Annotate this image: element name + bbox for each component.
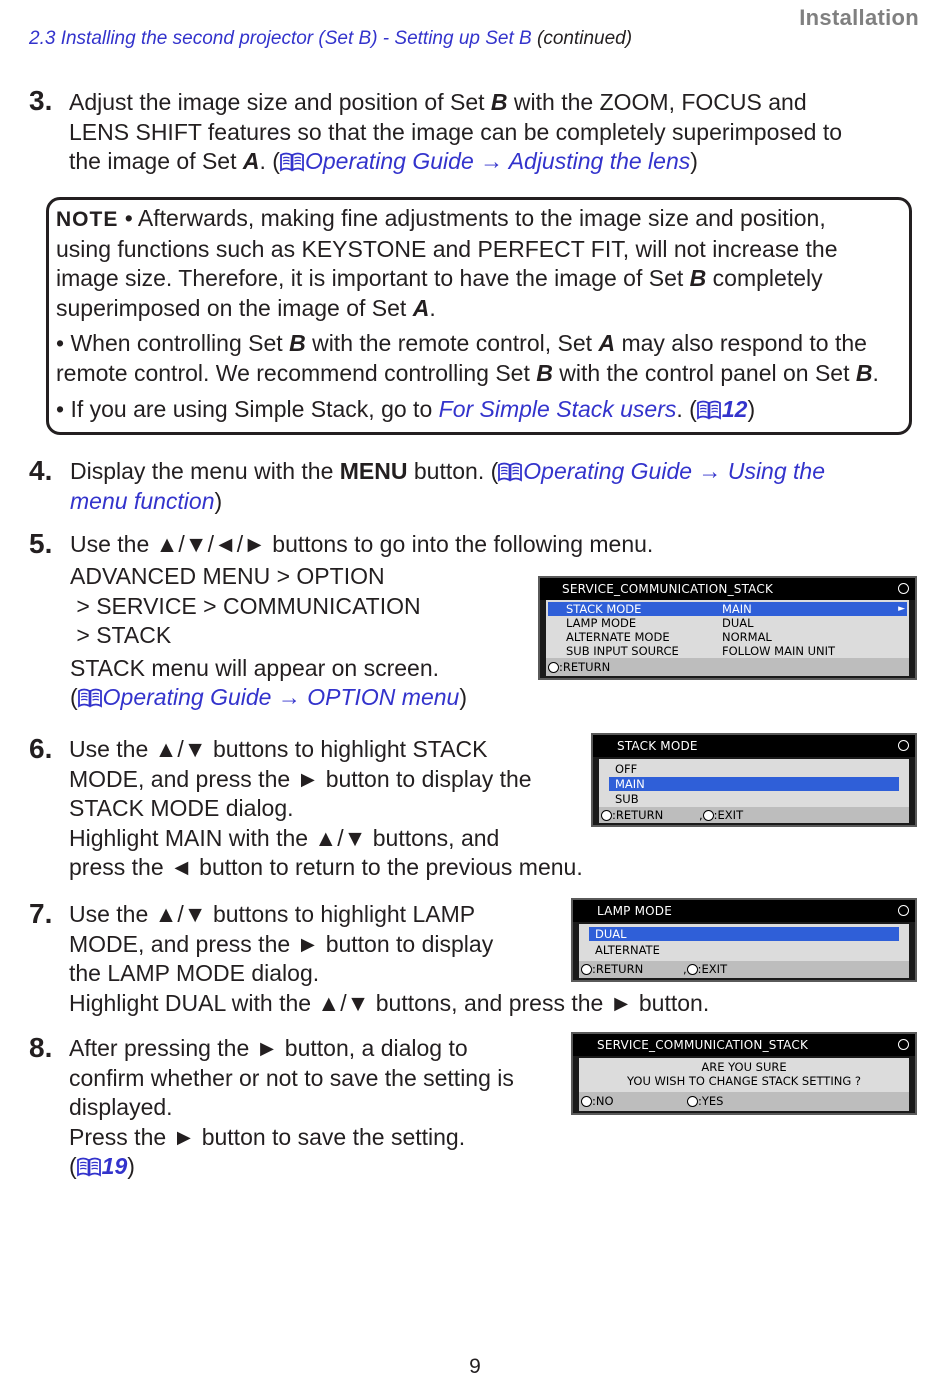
text-span: image size. Therefore, it is important to have the image of Set: [56, 265, 690, 292]
book-icon: [697, 400, 721, 420]
row-value: MAIN: [722, 602, 752, 616]
menu-row-stack-mode[interactable]: [548, 602, 907, 616]
option-dual[interactable]: [589, 927, 899, 941]
simple-stack-link[interactable]: For Simple Stack users: [438, 395, 677, 422]
menu-row-sub-input-source[interactable]: [548, 644, 907, 658]
step-number-6: 6.: [29, 733, 53, 764]
text-span: . (: [676, 395, 697, 422]
osd-title-bar: [540, 578, 915, 600]
page-ref-link[interactable]: 12: [721, 395, 748, 422]
text-span: .: [872, 359, 879, 386]
book-icon: [498, 462, 522, 482]
osd-title-bar: [573, 1034, 915, 1056]
set-a-label: A: [412, 294, 430, 321]
book-icon: [78, 688, 102, 708]
text-span: .: [429, 294, 436, 321]
return-label: :RETURN: [592, 962, 644, 976]
exit-icon[interactable]: [898, 583, 909, 594]
set-a-label: A: [242, 148, 260, 175]
left-arrow-icon: [581, 1096, 592, 1107]
text-span: the image of Set: [69, 148, 243, 175]
text-line: Use the ▲/▼ buttons to highlight STACK: [69, 736, 488, 762]
step-number-7: 7.: [29, 898, 53, 929]
osd-stack-menu: [538, 576, 917, 680]
osd-confirm-dialog: [571, 1032, 917, 1115]
section-title: 2.3 Installing the second projector (Set B) - Setting up Set B: [29, 28, 532, 49]
text-line: LENS SHIFT features so that the image can be completely superimposed to: [69, 118, 843, 145]
text-line: Use the ▲/▼ buttons to highlight LAMP: [69, 901, 476, 927]
text-line: displayed.: [69, 1094, 173, 1121]
menu-path-line: > SERVICE > COMMUNICATION: [70, 592, 421, 619]
osd-footer: [579, 1092, 909, 1111]
exit-label: :EXIT: [713, 808, 744, 822]
menu-path-line: ADVANCED MENU > OPTION: [70, 563, 385, 589]
osd-stack-mode-dialog: [591, 733, 917, 827]
row-value: FOLLOW MAIN UNIT: [722, 644, 836, 658]
text-line: Highlight MAIN with the ▲/▼ buttons, and: [69, 824, 500, 851]
osd-title-bar: [573, 900, 915, 922]
text-span: ): [127, 1153, 135, 1180]
text-line: press the ◄ button to return to the previous menu.: [69, 854, 583, 881]
option-label: ALTERNATE: [595, 943, 660, 957]
step-number-8: 8.: [29, 1032, 53, 1063]
osd-menu-body: [546, 600, 909, 658]
step-4-text: [70, 457, 930, 516]
option-off[interactable]: [609, 762, 899, 776]
text-span: button. (: [407, 458, 499, 484]
book-icon: [77, 1157, 101, 1177]
set-a-label: A: [598, 330, 616, 357]
text-span: ): [459, 684, 468, 711]
text-line: Press the ► button to save the setting.: [69, 1123, 466, 1150]
book-icon: [280, 152, 304, 172]
text-span: with the ZOOM, FOCUS and: [507, 89, 807, 115]
text-span: may also respond to the: [615, 330, 867, 357]
exit-icon[interactable]: [687, 964, 698, 975]
right-arrow-icon: [687, 1096, 698, 1107]
row-label: ALTERNATE MODE: [566, 630, 670, 644]
osd-dialog-body: [579, 1058, 909, 1092]
page-ref-link[interactable]: 19: [101, 1153, 128, 1180]
set-b-label: B: [289, 330, 306, 357]
text-span: . (: [259, 148, 280, 175]
step-5-line1: Use the ▲/▼/◄/► buttons to go into the following menu.: [70, 531, 654, 557]
option-alternate[interactable]: [589, 943, 899, 957]
step-8-text: [69, 1034, 559, 1182]
step-3-text: [69, 88, 929, 177]
exit-label: :EXIT: [697, 962, 728, 976]
osd-footer: :RETURN , :EXIT: [599, 807, 909, 823]
menu-path-line: > STACK: [70, 622, 172, 649]
text-span: superimposed on the image of Set: [56, 294, 413, 321]
text-line: using functions such as KEYSTONE and PERFECT FIT, will not increase the: [56, 235, 838, 262]
step-6-text: [69, 735, 669, 883]
text-line: After pressing the ► button, a dialog to: [69, 1035, 468, 1061]
osd-dialog-body: [579, 924, 909, 961]
text-line: Highlight DUAL with the ▲/▼ buttons, and press the ► button.: [69, 989, 710, 1016]
option-label: SUB: [615, 792, 639, 806]
text-span: completely: [706, 265, 823, 292]
text-span: with the remote control, Set: [305, 330, 599, 357]
return-icon[interactable]: [548, 662, 559, 673]
return-icon[interactable]: [601, 810, 612, 821]
arrow-text: →: [473, 148, 509, 175]
option-label: MAIN: [615, 777, 645, 791]
no-label: :NO: [592, 1094, 614, 1108]
menu-button-label: MENU: [339, 458, 408, 484]
exit-icon[interactable]: [898, 905, 909, 916]
text-span: (: [69, 1153, 77, 1180]
osd-lamp-mode-dialog: [571, 898, 917, 982]
option-main[interactable]: [609, 777, 899, 791]
osd-title: SERVICE_COMMUNICATION_STACK: [562, 582, 774, 596]
note-label: NOTE: [56, 208, 119, 231]
row-label: LAMP MODE: [566, 616, 637, 630]
operating-guide-link[interactable]: Operating Guide: [304, 148, 474, 175]
arrow-text: →: [692, 458, 728, 484]
option-label: DUAL: [595, 927, 627, 941]
text-span: (: [70, 684, 78, 711]
yes-label: :YES: [698, 1094, 724, 1108]
osd-title-bar: [593, 735, 915, 757]
osd-title: LAMP MODE: [597, 904, 672, 918]
step-number-3: 3.: [29, 85, 53, 116]
menu-row-lamp-mode[interactable]: [548, 616, 907, 630]
option-sub[interactable]: [609, 792, 899, 806]
return-label: :RETURN: [559, 660, 611, 674]
text-line: the LAMP MODE dialog.: [69, 960, 320, 987]
row-value: DUAL: [722, 616, 754, 630]
osd-footer: :RETURN , :EXIT: [579, 961, 909, 978]
text-span: remote control. We recommend controlling Set: [56, 359, 537, 386]
adjusting-lens-link[interactable]: Adjusting the lens: [508, 148, 691, 175]
text-span: ): [214, 487, 223, 514]
step-5-text: [70, 562, 530, 713]
section-breadcrumb: [29, 28, 632, 50]
text-line: STACK menu will appear on screen.: [70, 654, 440, 681]
osd-dialog-body: [599, 759, 909, 807]
text-span: ): [747, 395, 756, 422]
exit-icon[interactable]: [898, 1039, 909, 1050]
menu-function-link[interactable]: menu function: [70, 487, 215, 514]
page-number: 9: [469, 1355, 481, 1378]
osd-footer: [546, 658, 909, 676]
confirm-message: ARE YOU SURE: [701, 1060, 787, 1074]
yes-button[interactable]: [687, 1092, 723, 1111]
chevron-right-icon: ►: [898, 604, 905, 614]
option-menu-link[interactable]: OPTION menu: [307, 684, 460, 711]
text-span: • When controlling Set: [56, 330, 290, 357]
set-b-label: B: [490, 89, 508, 115]
row-value: NORMAL: [722, 630, 772, 644]
text-span: with the control panel on Set: [552, 359, 856, 386]
set-b-label: B: [855, 359, 873, 386]
return-icon[interactable]: [581, 964, 592, 975]
exit-icon[interactable]: [898, 740, 909, 751]
menu-row-alternate-mode[interactable]: [548, 630, 907, 644]
text-line: MODE, and press the ► button to display the: [69, 765, 532, 792]
text-line: STACK MODE dialog.: [69, 795, 294, 822]
text-span: • If you are using Simple Stack, go to: [56, 395, 439, 422]
text-span: ): [690, 148, 698, 175]
arrow-text: →: [271, 684, 308, 711]
osd-title: SERVICE_COMMUNICATION_STACK: [597, 1038, 809, 1052]
row-label: SUB INPUT SOURCE: [566, 644, 679, 658]
text-span: Adjust the image size and position of Set: [69, 89, 491, 115]
no-button[interactable]: [579, 1094, 614, 1108]
operating-guide-link[interactable]: Operating Guide: [523, 458, 693, 484]
exit-icon[interactable]: [703, 810, 714, 821]
step-number-5: 5.: [29, 528, 53, 559]
option-label: OFF: [615, 762, 638, 776]
osd-title: STACK MODE: [617, 739, 698, 753]
text-line: MODE, and press the ► button to display: [69, 930, 494, 957]
text-span: Display the menu with the: [70, 458, 340, 484]
text-line: confirm whether or not to save the setting is: [69, 1064, 514, 1091]
row-label: STACK MODE: [566, 602, 642, 616]
set-b-label: B: [689, 265, 707, 292]
note-content: [56, 204, 906, 424]
using-menu-link[interactable]: Using the: [727, 458, 825, 484]
text-span: • Afterwards, making fine adjustments to the image size and position,: [118, 205, 826, 231]
category-title: Installation: [799, 5, 919, 30]
confirm-question: YOU WISH TO CHANGE STACK SETTING ?: [627, 1074, 861, 1088]
step-number-4: 4.: [29, 455, 53, 486]
set-b-label: B: [536, 359, 553, 386]
operating-guide-link[interactable]: Operating Guide: [102, 684, 272, 711]
continued-label: (continued): [537, 28, 633, 49]
return-label: :RETURN: [612, 808, 664, 822]
